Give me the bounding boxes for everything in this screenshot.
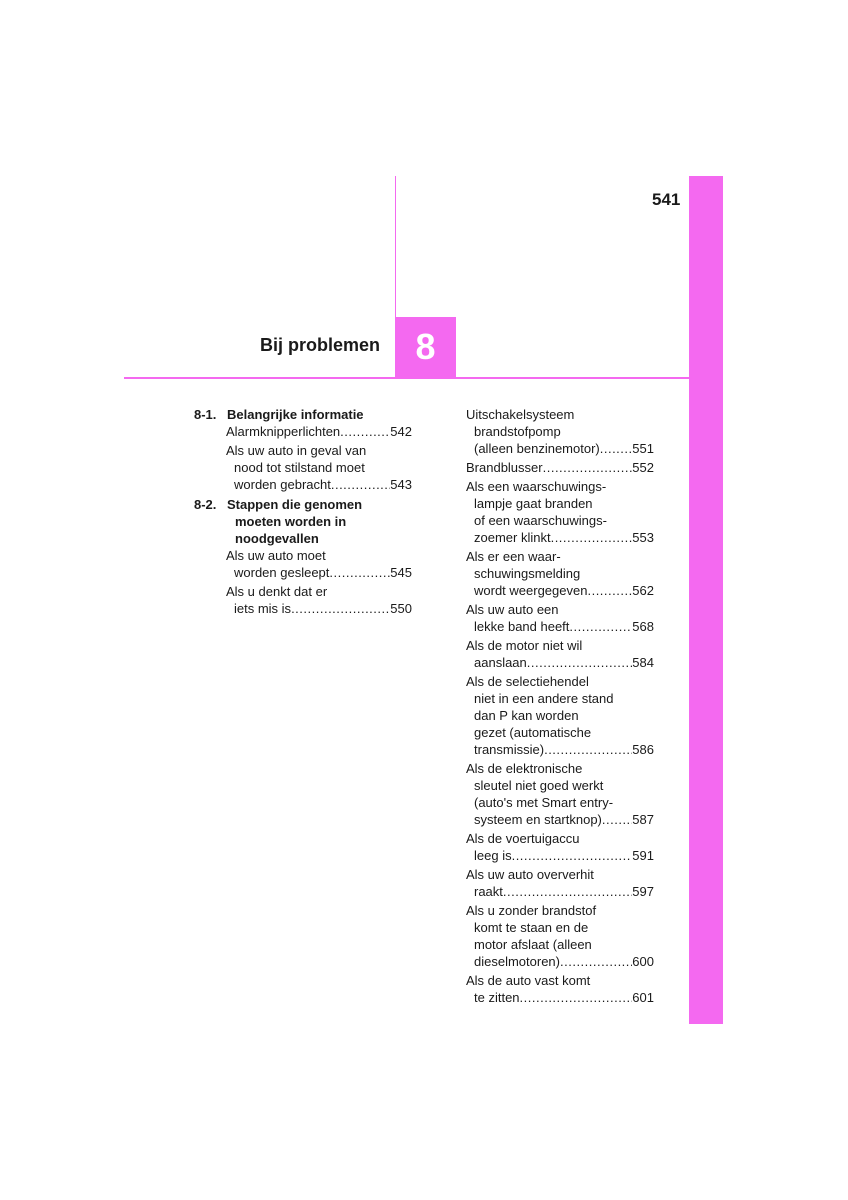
- toc-entry[interactable]: [226, 423, 412, 440]
- toc-entry[interactable]: [226, 442, 412, 493]
- toc-page-number: 597: [632, 884, 654, 899]
- toc-entry-text: iets mis is: [234, 601, 292, 616]
- toc-entry-text: transmissie): [474, 742, 545, 757]
- toc-entry-last-line: [466, 440, 654, 457]
- toc-entry-last-line: [466, 847, 654, 864]
- dot-leader: [600, 440, 633, 457]
- toc-entry-text: Alarmknipperlichten: [226, 424, 341, 439]
- dot-leader: [569, 618, 632, 635]
- toc-entry-last-line: [466, 883, 654, 900]
- dot-leader: [544, 741, 632, 758]
- toc-entry-text: brandstofpomp: [474, 424, 561, 439]
- toc-section-title-line: noodgevallen: [235, 531, 319, 546]
- toc-section-number: 8-2.: [194, 497, 217, 512]
- toc-entry[interactable]: [466, 972, 654, 1006]
- vertical-divider: [395, 176, 396, 317]
- toc-entry-last-line: [466, 811, 654, 828]
- chapter-side-tab: [689, 176, 723, 1024]
- toc-entry-text: leeg is: [474, 848, 512, 863]
- toc-page-number: 550: [390, 601, 412, 616]
- toc-entry-last-line: [466, 654, 654, 671]
- toc-entry-text: Als u zonder brandstof: [466, 903, 597, 918]
- toc-section-entries: [194, 547, 412, 617]
- dot-leader: [331, 476, 390, 493]
- toc-page-number: 591: [632, 848, 654, 863]
- toc-entry-text: Als uw auto een: [466, 602, 559, 617]
- toc-entry[interactable]: [466, 673, 654, 758]
- chapter-title: Bij problemen: [259, 335, 380, 355]
- toc-page-number: 542: [390, 424, 412, 439]
- dot-leader: [527, 654, 633, 671]
- dot-leader: [587, 582, 632, 599]
- toc-page-number: 586: [632, 742, 654, 757]
- toc-entry-text: Uitschakelsysteem: [466, 407, 575, 422]
- dot-leader: [340, 423, 390, 440]
- toc-right-column: [466, 406, 654, 1008]
- toc-entry-text: Als de motor niet wil: [466, 638, 583, 653]
- toc-entry[interactable]: [466, 478, 654, 546]
- toc-page-number: 584: [632, 655, 654, 670]
- toc-section-title: [227, 496, 412, 547]
- toc-page-number: 568: [632, 619, 654, 634]
- toc-entry-text: of een waarschuwings-: [474, 513, 607, 528]
- toc-entry-last-line: [466, 741, 654, 758]
- toc-entry-text: lampje gaat branden: [474, 496, 593, 511]
- toc-entry-text: gezet (automatische: [474, 725, 592, 740]
- toc-entry-text: systeem en startknop): [474, 812, 602, 827]
- toc-entry[interactable]: [466, 548, 654, 599]
- toc-entry-text: dan P kan worden: [474, 708, 579, 723]
- toc-entry-last-line: [226, 600, 412, 617]
- page-number: 541: [652, 190, 681, 209]
- toc-entry-text: Als er een waar-: [466, 549, 561, 564]
- toc-entry[interactable]: [226, 547, 412, 581]
- toc-entry[interactable]: [466, 406, 654, 457]
- toc-entry[interactable]: [466, 637, 654, 671]
- toc-entry[interactable]: [466, 866, 654, 900]
- toc-entry-text: wordt weergegeven: [474, 583, 588, 598]
- toc-entry-text: nood tot stilstand moet: [234, 460, 365, 475]
- toc-entry[interactable]: [466, 830, 654, 864]
- toc-section-number: 8-1.: [194, 407, 217, 422]
- toc-left-column: [194, 406, 412, 620]
- toc-section-heading[interactable]: [194, 406, 412, 423]
- toc-page-number: 553: [632, 530, 654, 545]
- toc-entry-last-line: [466, 529, 654, 546]
- toc-page-number: 562: [632, 583, 654, 598]
- toc-entry-text: motor afslaat (alleen: [474, 937, 592, 952]
- toc-entry-text: Als de elektronische: [466, 761, 583, 776]
- dot-leader: [291, 600, 390, 617]
- toc-entry-text: raakt: [474, 884, 503, 899]
- toc-entry[interactable]: [466, 902, 654, 970]
- toc-entry-text: komt te staan en de: [474, 920, 589, 935]
- toc-section-heading[interactable]: [194, 496, 412, 547]
- toc-entry-text: (alleen benzinemotor): [474, 441, 600, 456]
- toc-entry-text: worden gebracht: [234, 477, 331, 492]
- toc-entry-text: niet in een andere stand: [474, 691, 614, 706]
- toc-entry-text: Als uw auto moet: [226, 548, 326, 563]
- toc-entry-last-line: [226, 423, 412, 440]
- toc-page-number: 552: [632, 460, 654, 475]
- toc-entry-text: lekke band heeft: [474, 619, 570, 634]
- toc-entry-text: sleutel niet goed werkt: [474, 778, 604, 793]
- toc-entry[interactable]: [466, 601, 654, 635]
- toc-section-title-line: Belangrijke informatie: [227, 407, 364, 422]
- toc-entry-last-line: [226, 476, 412, 493]
- toc-entry[interactable]: [466, 760, 654, 828]
- toc-entry-last-line: [466, 989, 654, 1006]
- dot-leader: [551, 529, 633, 546]
- toc-entry-text: Als u denkt dat er: [226, 584, 328, 599]
- toc-section-title-line: Stappen die genomen: [227, 497, 363, 512]
- toc-entry-last-line: [226, 564, 412, 581]
- chapter-number: 8: [415, 326, 436, 367]
- toc-entry-text: te zitten: [474, 990, 520, 1005]
- chapter-number-box: [395, 317, 456, 377]
- dot-leader: [560, 953, 632, 970]
- toc-entry[interactable]: [226, 583, 412, 617]
- toc-page-number: 545: [390, 565, 412, 580]
- dot-leader: [543, 459, 633, 476]
- toc-page-number: 600: [632, 954, 654, 969]
- toc-section: [194, 496, 412, 617]
- toc-entry-text: dieselmotoren): [474, 954, 560, 969]
- toc-entry-last-line: [466, 618, 654, 635]
- toc-entry-text: Als een waarschuwings-: [466, 479, 607, 494]
- toc-entry-last-line: [466, 582, 654, 599]
- dot-leader: [512, 847, 633, 864]
- toc-page-number: 551: [632, 441, 654, 456]
- toc-section-entries: [194, 423, 412, 493]
- dot-leader: [602, 811, 632, 828]
- toc-entry-last-line: [466, 459, 654, 476]
- horizontal-divider: [124, 377, 689, 379]
- toc-entry-text: Als de voertuigaccu: [466, 831, 580, 846]
- toc-entry-last-line: [466, 953, 654, 970]
- dot-leader: [503, 883, 632, 900]
- toc-section-title: [227, 406, 412, 423]
- toc-page-number: 543: [390, 477, 412, 492]
- toc-entry-text: aanslaan: [474, 655, 527, 670]
- toc-entry-text: Als uw auto in geval van: [226, 443, 367, 458]
- toc-section-title-line: moeten worden in: [235, 514, 347, 529]
- toc-entry-text: Als uw auto oververhit: [466, 867, 594, 882]
- toc-entry-text: (auto's met Smart entry-: [474, 795, 614, 810]
- toc-entry[interactable]: [466, 459, 654, 476]
- toc-entry-text: worden gesleept: [234, 565, 330, 580]
- toc-entry-text: Brandblusser: [466, 460, 543, 475]
- toc-page-number: 601: [632, 990, 654, 1005]
- toc-section: [194, 406, 412, 493]
- toc-page-number: 587: [632, 812, 654, 827]
- toc-entry-text: Als de auto vast komt: [466, 973, 591, 988]
- dot-leader: [520, 989, 633, 1006]
- toc-entry-text: schuwingsmelding: [474, 566, 581, 581]
- dot-leader: [329, 564, 390, 581]
- toc-entry-text: zoemer klinkt: [474, 530, 551, 545]
- toc-entry-text: Als de selectiehendel: [466, 674, 589, 689]
